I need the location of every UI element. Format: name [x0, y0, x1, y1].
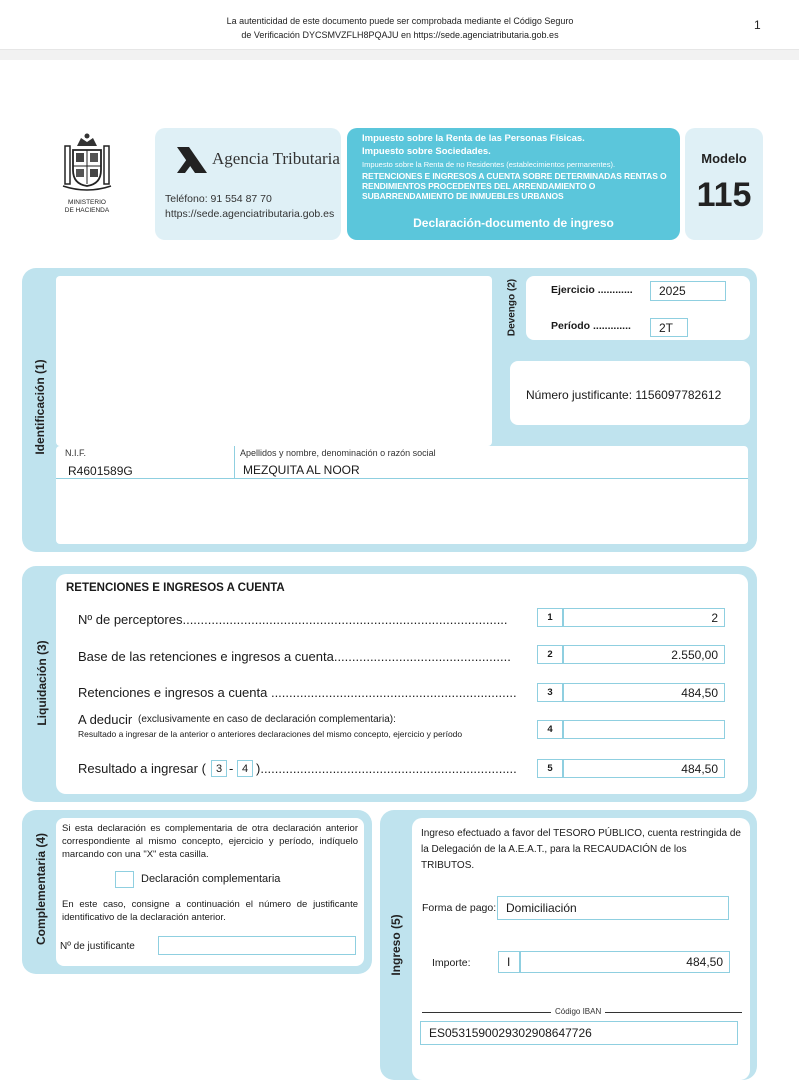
casilla-3-field[interactable]: 484,50 [563, 683, 725, 702]
ingreso-label: Ingreso (5) [389, 914, 403, 976]
ministerio-line-2: DE HACIENDA [64, 207, 110, 214]
ejercicio-field[interactable]: 2025 [650, 281, 726, 301]
periodo-label: Período ............. [551, 320, 631, 332]
ministerio-line-1: MINISTERIO [68, 199, 106, 206]
row-base-label: Base de las retenciones e ingresos a cuenta................................................. [78, 649, 511, 664]
complementaria-para1: Si esta declaración es complementaria de otra declaración anterior correspondiente al mismo concepto, ejercicio y período, indíquelo marcando con una "X" esta casilla. [62, 823, 358, 860]
importe-label: Importe: [432, 957, 471, 969]
identificacion-label: Identificación (1) [33, 359, 47, 455]
doc-type: Declaración-documento de ingreso [413, 216, 614, 230]
nif-label: N.I.F. [65, 448, 87, 458]
casilla-4-tag: 4 [537, 720, 563, 739]
casilla-5-tag: 5 [537, 759, 563, 778]
nif-value[interactable]: R4601589G [68, 464, 133, 478]
complementaria-justificante-field[interactable] [158, 936, 356, 955]
complementaria-checkbox-label: Declaración complementaria [141, 873, 281, 885]
resultado-ref-b: 4 [237, 760, 253, 777]
page-gap [0, 50, 799, 60]
iban-label: Código IBAN [551, 1007, 605, 1016]
tax-line-irnr: Impuesto sobre la Renta de no Residentes (establecimientos permanentes). [362, 160, 616, 169]
complementaria-checkbox[interactable] [115, 871, 134, 888]
casilla-1-tag: 1 [537, 608, 563, 627]
ministerio-logo [56, 132, 118, 215]
row-deducir-sub: Resultado a ingresar de la anterior o anteriores declaraciones del mismo concepto, ejercicio y período [78, 729, 463, 739]
agencia-telefono: Teléfono: 91 554 87 70 [165, 193, 272, 205]
agencia-logo-icon [175, 145, 209, 175]
casilla-2-field[interactable]: 2.550,00 [563, 645, 725, 664]
agencia-contact [165, 192, 334, 222]
ministerio-label [56, 199, 118, 215]
identificacion-blank-area [56, 276, 492, 446]
ingreso-text: Ingreso efectuado a favor del TESORO PÚBLICO, cuenta restringida de la Delegación de la A.E.A.T., para la RECAUDACIÓN de los TRIBUTOS. [421, 828, 741, 871]
iban-field[interactable]: ES0531590029302908647726 [420, 1021, 738, 1045]
page-number: 1 [754, 18, 761, 32]
resultado-tail: )....................................................................... [256, 761, 517, 776]
casilla-4-field[interactable] [563, 720, 725, 739]
tax-line-retenciones: RETENCIONES E INGRESOS A CUENTA SOBRE DETERMINADAS RENTAS O RENDIMIENTOS PROCEDENTES DEL ARRENDAMIENTO O SUBARRENDAMIENTO DE INMUEBLES URBANOS [362, 171, 667, 201]
forma-pago-label: Forma de pago: [422, 902, 497, 914]
nif-underline [56, 478, 748, 479]
ejercicio-label: Ejercicio ............ [551, 284, 633, 296]
complementaria-label: Complementaria (4) [34, 832, 48, 946]
casilla-3-tag: 3 [537, 683, 563, 702]
liquidacion-title: RETENCIONES E INGRESOS A CUENTA [66, 582, 285, 594]
complementaria-justificante-label: Nº de justificante [60, 941, 135, 952]
importe-prefix: I [498, 951, 520, 973]
name-label: Apellidos y nombre, denominación o razón social [240, 448, 436, 458]
complementaria-para2: En este caso, consigne a continuación el número de justificante identificativo de la declaración anterior. [62, 899, 358, 923]
liquidacion-label: Liquidación (3) [35, 640, 49, 726]
devengo-label: Devengo (2) [506, 278, 518, 337]
resultado-dash: - [229, 761, 234, 776]
forma-pago-field[interactable]: Domiciliación [497, 896, 729, 920]
tax-line-sociedades: Impuesto sobre Sociedades. [362, 146, 491, 157]
casilla-1-field[interactable]: 2 [563, 608, 725, 627]
authenticity-line-1: La autenticidad de este documento puede ser comprobada mediante el Código Seguro [226, 16, 574, 26]
resultado-ref-a: 3 [211, 760, 227, 777]
agencia-web: https://sede.agenciatributaria.gob.es [165, 208, 335, 220]
justificante-number: Número justificante: 1156097782612 [526, 388, 722, 402]
row-resultado-label: Resultado a ingresar ( [78, 761, 206, 776]
name-value[interactable]: MEZQUITA AL NOOR [243, 463, 360, 477]
authenticity-line-2: de Verificación DYCSMVZFLH8PQAJU en https://sede.agenciatributaria.gob.es [241, 30, 559, 40]
coat-of-arms-icon [59, 132, 115, 192]
modelo-label: Modelo [701, 151, 747, 166]
casilla-5-field[interactable]: 484,50 [563, 759, 725, 778]
authenticity-note [150, 14, 650, 42]
identificacion-data-area [56, 446, 748, 544]
tax-line-irpf: Impuesto sobre la Renta de las Personas Físicas. [362, 133, 585, 144]
row-deducir-note: (exclusivamente en caso de declaración complementaria): [138, 714, 396, 725]
modelo-number: 115 [696, 176, 752, 214]
periodo-field[interactable]: 2T [650, 318, 688, 337]
row-deducir-label: A deducir [78, 712, 133, 727]
importe-field[interactable]: 484,50 [520, 951, 730, 973]
nif-divider [234, 446, 235, 479]
casilla-2-tag: 2 [537, 645, 563, 664]
row-retenciones-label: Retenciones e ingresos a cuenta .................................................................... [78, 685, 517, 700]
row-perceptores-label: Nº de perceptores.......................................................................................... [78, 612, 508, 627]
agencia-name: Agencia Tributaria [212, 149, 340, 168]
